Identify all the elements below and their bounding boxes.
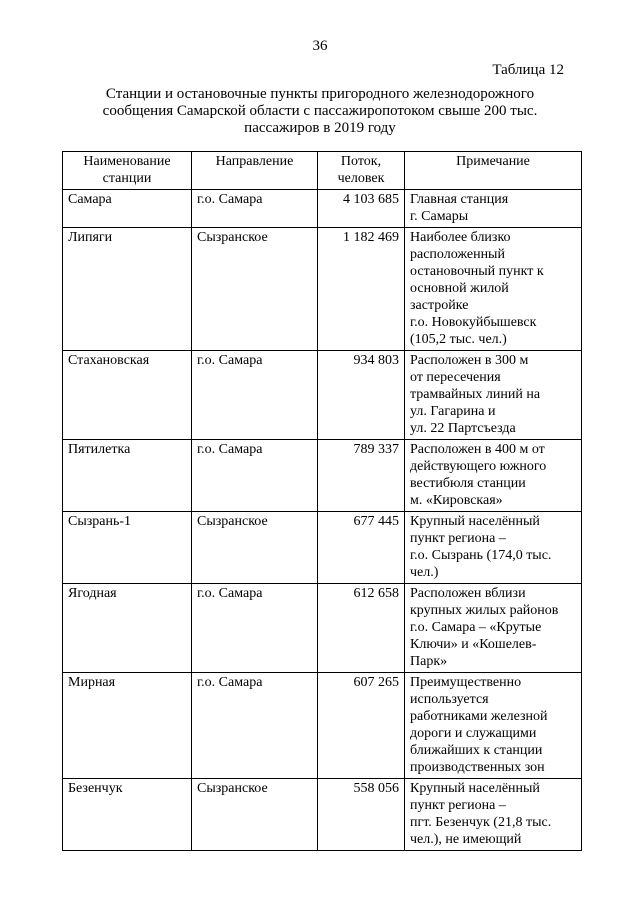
header-line: станции: [102, 171, 152, 186]
note-line: производственных зон: [410, 760, 545, 775]
table-row: [63, 190, 582, 228]
note-line: трамвайных линий на: [410, 387, 541, 402]
note-line: работниками железной: [410, 709, 548, 724]
table-body: [63, 190, 582, 851]
direction-cell: Сызранское: [192, 512, 318, 584]
table-row: [63, 351, 582, 440]
note-line: от пересечения: [410, 370, 501, 385]
header-station: [63, 152, 192, 190]
station-cell: Мирная: [63, 673, 192, 779]
note-line: Расположен в 300 м: [410, 353, 529, 368]
note-cell: [405, 584, 582, 673]
direction-cell: г.о. Самара: [192, 584, 318, 673]
note-line: застройке: [410, 298, 469, 313]
note-line: Крупный населённый: [410, 514, 540, 529]
note-line: крупных жилых районов: [410, 603, 559, 618]
note-line: Ключи» и «Кошелев-: [410, 637, 537, 652]
note-line: дороги и служащими: [410, 726, 537, 741]
note-line: основной жилой: [410, 281, 509, 296]
note-line: вестибюля станции: [410, 476, 526, 491]
flow-cell: 677 445: [318, 512, 405, 584]
note-line: г.о. Самара – «Крутые: [410, 620, 542, 635]
direction-cell: г.о. Самара: [192, 190, 318, 228]
note-cell: [405, 228, 582, 351]
note-line: г.о. Сызрань (174,0 тыс.: [410, 548, 552, 563]
note-line: чел.), не имеющий: [410, 832, 522, 847]
table-caption: [90, 86, 550, 137]
note-line: Парк»: [410, 654, 448, 669]
direction-cell: г.о. Самара: [192, 351, 318, 440]
note-line: используется: [410, 692, 489, 707]
note-line: Главная станция: [410, 192, 509, 207]
table-header-row: [63, 152, 582, 190]
note-line: Расположен вблизи: [410, 586, 526, 601]
note-line: Преимущественно: [410, 675, 522, 690]
note-line: г. Самары: [410, 209, 469, 224]
note-line: м. «Кировская»: [410, 493, 503, 508]
table-row: [63, 779, 582, 851]
flow-cell: 558 056: [318, 779, 405, 851]
direction-cell: Сызранское: [192, 228, 318, 351]
table-row: [63, 673, 582, 779]
note-cell: [405, 190, 582, 228]
note-line: пункт региона –: [410, 798, 506, 813]
table-row: [63, 440, 582, 512]
note-line: расположенный: [410, 247, 505, 262]
header-line: человек: [337, 171, 385, 186]
direction-cell: г.о. Самара: [192, 440, 318, 512]
page-number: 36: [312, 38, 328, 54]
table-row: [63, 228, 582, 351]
header-line: Направление: [215, 154, 294, 169]
note-line: ул. 22 Партсъезда: [410, 421, 516, 436]
header-direction: [192, 152, 318, 190]
header-line: Наименование: [83, 154, 171, 169]
caption-line: пассажиров в 2019 году: [244, 120, 396, 136]
note-cell: [405, 512, 582, 584]
station-cell: Сызрань-1: [63, 512, 192, 584]
flow-cell: 612 658: [318, 584, 405, 673]
station-cell: Липяги: [63, 228, 192, 351]
flow-cell: 789 337: [318, 440, 405, 512]
station-cell: Пятилетка: [63, 440, 192, 512]
caption-line: Станции и остановочные пункты пригородного железнодорожного: [105, 86, 535, 102]
note-line: г.о. Новокуйбышевск: [410, 315, 537, 330]
note-line: Расположен в 400 м от: [410, 442, 545, 457]
header-note: [405, 152, 582, 190]
station-cell: Самара: [63, 190, 192, 228]
flow-cell: 607 265: [318, 673, 405, 779]
note-line: Крупный населённый: [410, 781, 540, 796]
header-line: Примечание: [456, 154, 530, 169]
note-line: (105,2 тыс. чел.): [410, 332, 507, 347]
station-cell: Безенчук: [63, 779, 192, 851]
caption-line: сообщения Самарской области с пассажиропотоком свыше 200 тыс.: [102, 103, 538, 119]
note-cell: [405, 779, 582, 851]
station-cell: Стахановская: [63, 351, 192, 440]
table-row: [63, 512, 582, 584]
note-cell: [405, 673, 582, 779]
note-line: действующего южного: [410, 459, 547, 474]
note-cell: [405, 351, 582, 440]
station-cell: Ягодная: [63, 584, 192, 673]
note-line: пгт. Безенчук (21,8 тыс.: [410, 815, 552, 830]
flow-cell: 1 182 469: [318, 228, 405, 351]
note-line: Наиболее близко: [410, 230, 511, 245]
header-flow: [318, 152, 405, 190]
stations-table: [62, 151, 582, 851]
flow-cell: 4 103 685: [318, 190, 405, 228]
note-cell: [405, 440, 582, 512]
note-line: остановочный пункт к: [410, 264, 544, 279]
flow-cell: 934 803: [318, 351, 405, 440]
table-label: Таблица 12: [492, 62, 564, 78]
table-row: [63, 584, 582, 673]
direction-cell: Сызранское: [192, 779, 318, 851]
note-line: пункт региона –: [410, 531, 506, 546]
direction-cell: г.о. Самара: [192, 673, 318, 779]
note-line: ул. Гагарина и: [410, 404, 496, 419]
note-line: чел.): [410, 565, 439, 580]
note-line: ближайших к станции: [410, 743, 543, 758]
header-line: Поток,: [340, 154, 382, 169]
